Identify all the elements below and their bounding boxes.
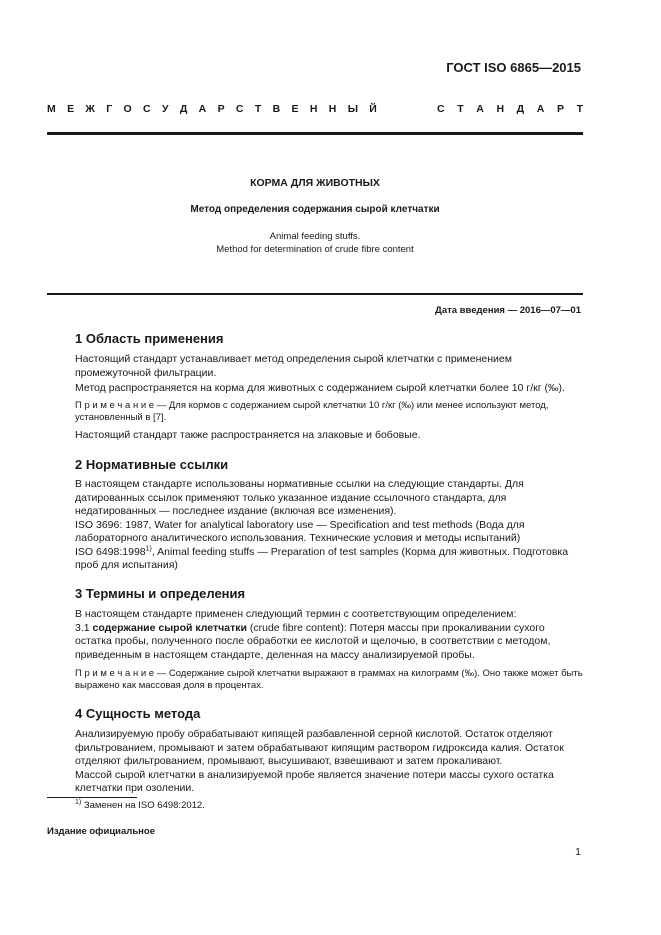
section-1-heading: 1 Область применения <box>75 331 224 346</box>
banner-letter: О <box>123 103 132 115</box>
banner-left <box>47 103 377 115</box>
note-text: — Содержание сырой клетчатки выражают в граммах на килограмм (‰). Оно также может быть выражено как массовая доля в процентах. <box>75 668 583 691</box>
header-rule <box>47 132 583 135</box>
term-number: 3.1 <box>75 621 93 634</box>
page-number: 1 <box>575 846 581 858</box>
document-subtitle: Метод определения содержания сырой клетчатки <box>190 204 440 215</box>
banner-letter: Е <box>67 103 75 115</box>
section-1-paragraph-2: Метод распространяется на корма для животных с содержанием сырой клетчатки более 10 г/кг (‰). <box>75 382 565 394</box>
section-2-paragraph-3 <box>75 546 583 573</box>
term-definition <box>75 622 583 663</box>
section-3-body <box>75 608 583 692</box>
english-title-line2: Method for determination of crude fibre content <box>216 244 414 255</box>
section-1-paragraph-3: Настоящий стандарт также распространяется на злаковые и бобовые. <box>75 428 421 441</box>
section-1-body <box>75 353 583 442</box>
banner-letter: Т <box>254 103 262 115</box>
effective-date: Дата введения — 2016—07—01 <box>435 305 581 316</box>
english-title-line1: Animal feeding stuffs. <box>269 231 361 242</box>
footnote <box>75 800 205 811</box>
footnote-mark: 1) <box>75 798 82 806</box>
banner-letter: М <box>47 103 56 115</box>
iso-6498-title: , Animal feeding stuffs — Preparation of test samples (Корма для животных. Подготовка проб для испытания) <box>75 545 569 571</box>
section-1-note <box>75 400 583 424</box>
footnote-rule <box>47 797 137 798</box>
banner-letter: Д <box>516 103 525 115</box>
term-text: (crude fibre content): Потеря массы при прокаливании сухого остатка пробы, полученного после обработки ее кислотой и щелочью, в соответствии с методом, приведенным в настоящем стандарте, деленная на массу анализируемой пробы. <box>75 621 551 661</box>
banner-letter: Д <box>179 103 188 115</box>
banner-letter: Г <box>106 103 113 115</box>
section-3-heading: 3 Термины и определения <box>75 586 246 601</box>
banner-letter: Т <box>576 103 583 115</box>
banner-letter: С <box>437 103 445 115</box>
banner-letter: Р <box>556 103 564 115</box>
section-2-body <box>75 478 583 573</box>
section-3-paragraph-1: В настоящем стандарте применен следующий термин с соответствующим определением: <box>75 608 517 620</box>
banner-letter: А <box>476 103 484 115</box>
term-name: содержание сырой клетчатки <box>92 621 247 634</box>
note-text: — Для кормов с содержанием сырой клетчатки 10 г/кг (‰) или менее используют метод, установленный в [7]. <box>75 399 549 423</box>
section-1-paragraph-1: Настоящий стандарт устанавливает метод определения сырой клетчатки с применением промежуточной фильтрации. <box>75 353 512 379</box>
banner-letter: А <box>536 103 545 115</box>
banner-letter: С <box>143 103 151 115</box>
interstate-standard-banner <box>47 103 583 115</box>
banner-letter: У <box>161 103 169 115</box>
banner-letter: Н <box>496 103 505 115</box>
banner-letter: С <box>235 103 244 115</box>
section-3-note <box>75 668 583 692</box>
banner-letter: Т <box>457 103 464 115</box>
banner-letter: Й <box>369 103 377 115</box>
banner-letter: А <box>198 103 207 115</box>
banner-letter: В <box>272 103 281 115</box>
banner-right <box>437 103 583 115</box>
title-rule <box>47 293 583 295</box>
banner-letter: Е <box>291 103 299 115</box>
section-4-paragraph-1: Анализируемую пробу обрабатывают кипящей разбавленной серной кислотой. Остаток отделяют фильтрованием, промывают и затем обрабатывают кипящим раствором гидроксида калия. Остаток отделяют фильтрованием, промывают, высушивают, взвешивают и затем прокаливают. <box>75 728 564 767</box>
standard-number: ГОСТ ISO 6865—2015 <box>446 60 581 75</box>
note-label: П р и м е ч а н и е <box>75 399 155 411</box>
official-edition-label: Издание официальное <box>47 826 155 837</box>
banner-letter: Н <box>309 103 318 115</box>
footnote-text: Заменен на ISO 6498:2012. <box>81 800 205 811</box>
document-title: КОРМА ДЛЯ ЖИВОТНЫХ <box>250 177 380 189</box>
section-4-heading: 4 Сущность метода <box>75 706 201 721</box>
banner-letter: Н <box>328 103 337 115</box>
banner-letter: Ж <box>85 103 95 115</box>
section-2-paragraph-1: В настоящем стандарте использованы нормативные ссылки на следующие стандарты. Для датированных ссылок применяют только указанное издание ссылочного стандарта, для недатированных — последнее издание (включая все изменения). <box>75 478 524 517</box>
iso-6498-ref: ISO 6498:1998 <box>75 545 146 558</box>
footnote-ref: 1) <box>145 545 152 552</box>
section-2-heading: 2 Нормативные ссылки <box>75 457 229 472</box>
section-2-paragraph-2: ISO 3696: 1987, Water for analytical laboratory use — Specification and test methods (Вода для лабораторного аналитического использования. Технические условия и методы испытаний) <box>75 518 525 544</box>
banner-letter: Ы <box>347 103 358 115</box>
english-title <box>47 230 583 256</box>
banner-letter: Р <box>217 103 225 115</box>
section-4-paragraph-2: Массой сырой клетчатки в анализируемой пробе является значение потери массы сухого остатка клетчатки при озолении. <box>75 768 554 794</box>
section-4-body <box>75 728 583 796</box>
note-label: П р и м е ч а н и е <box>75 668 155 679</box>
